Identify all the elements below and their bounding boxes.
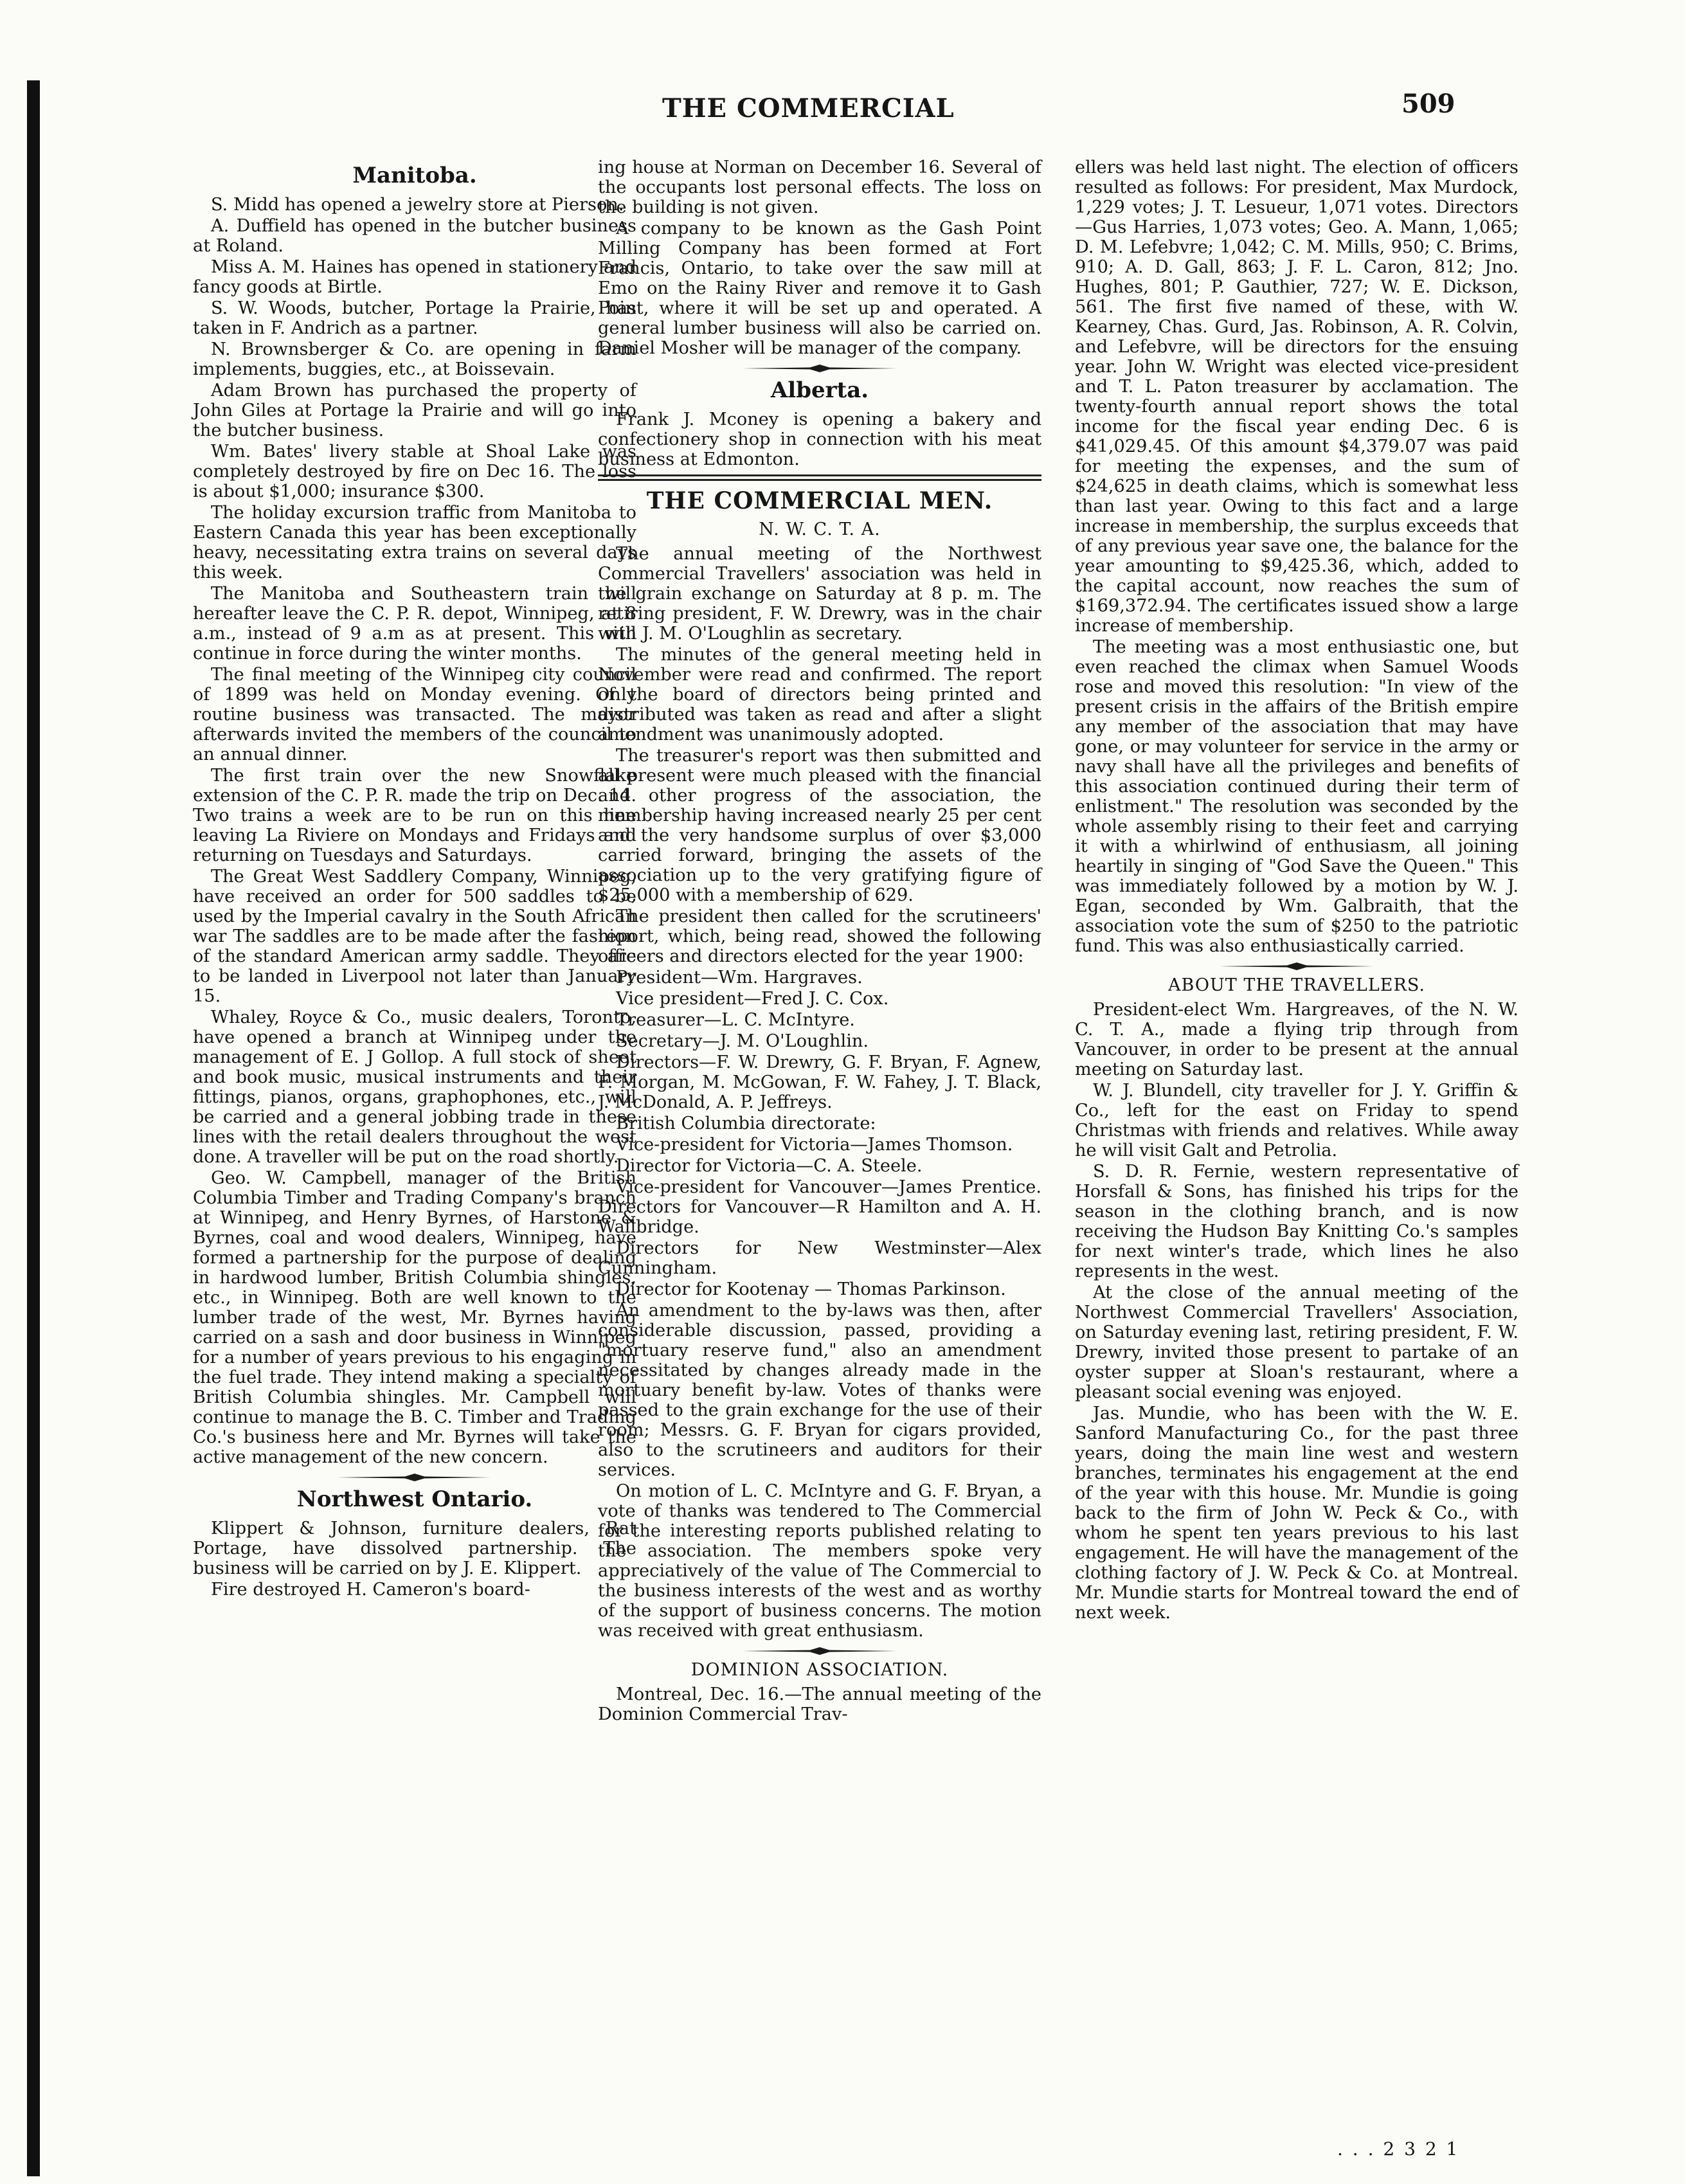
news-item: Jas. Mundie, who has been with the W. E. Sanford Manufacturing Co., for the past three years, doing the main line west and western branches, terminates his engagement at the end of the year with this house. Mr. Mundie is going back to the firm of John W. Peck & Co., with whom he spent ten years previous to his last engagement. He will have the management of the clothing factory of J. W. Peck & Co. at Montreal. Mr. Mundie starts for Montreal toward the end of next week. bbox=[1075, 1403, 1518, 1623]
news-item: Whaley, Royce & Co., music dealers, Toronto, have opened a branch at Winnipeg under the management of E. J Gollop. A full stock of sheet and book music, musical instruments and their fittings, pianos, organs, graphophones, etc., will be carried and a general jobbing trade in these lines with the retail dealers throughout the west done. A traveller will be put on the road shortly. bbox=[193, 1007, 636, 1167]
news-item: Adam Brown has purchased the property of John Giles at Portage la Prairie and will go into the butcher business. bbox=[193, 381, 636, 440]
news-item: N. Brownsberger & Co. are opening in farm implements, buggies, etc., at Boissevain. bbox=[193, 339, 636, 379]
section-heading-commercial-men: THE COMMERCIAL MEN. bbox=[646, 487, 993, 514]
news-item: Wm. Bates' livery stable at Shoal Lake was completely destroyed by fire on Dec 16. The loss is about $1,000; insurance $300. bbox=[193, 442, 636, 501]
section-heading-about-the-travellers: ABOUT THE TRAVELLERS. bbox=[1168, 975, 1425, 995]
article-paragraph: An amendment to the by-laws was then, after considerable discussion, passed, providing a "mortuary reserve fund," also an amendment necessitated by changes already made in the mortuary benefit by-law. Votes of thanks were passed to the grain exchange for the use of their room; Messrs. G. F. Bryan for cigars provided, also to the scrutineers and auditors for their services. bbox=[598, 1301, 1041, 1480]
manitoba-items bbox=[193, 195, 636, 1467]
officer-list bbox=[598, 968, 1041, 1051]
article-paragraph: Vice-president for Vancouver—James Prentice. Directors for Vancouver—R Hamilton and A. H. Wallbridge. bbox=[598, 1177, 1041, 1237]
news-item: The Great West Saddlery Company, Winnipeg, have received an order for 500 saddles to be used by the Imperial cavalry in the South African war The saddles are to be made after the fashion of the standard American army saddle. They are to be landed in Liverpool not later than January 15. bbox=[193, 867, 636, 1006]
section-heading-dominion-association: DOMINION ASSOCIATION. bbox=[690, 1660, 949, 1680]
news-item: A company to be known as the Gash Point Milling Company has been formed at Fort Francis, Ontario, to take over the saw mill at Emo on the Rainy River and remove it to Gash Point, where it will be set up and operated. A general lumber business will also be carried on. Daniel Mosher will be manager of the company. bbox=[598, 219, 1041, 358]
officer-entry: Secretary—J. M. O'Loughlin. bbox=[616, 1031, 869, 1051]
news-item: The Manitoba and Southeastern train will hereafter leave the C. P. R. depot, Winnipeg, at 8 a.m., instead of 9 a.m as at present. This will continue in force during the winter months. bbox=[193, 584, 636, 663]
article-paragraph: The annual meeting of the Northwest Commercial Travellers' association was held in the grain exchange on Saturday at 8 p. m. The retiring president, F. W. Drewry, was in the chair with J. M. O'Loughlin as secretary. bbox=[598, 544, 1041, 644]
news-item: The holiday excursion traffic from Manitoba to Eastern Canada this year has been exceptionally heavy, necessitating extra trains on several days this week. bbox=[193, 503, 636, 582]
running-head: THE COMMERCIAL bbox=[662, 93, 955, 123]
article-paragraph: The president then called for the scrutineers' report, which, being read, showed the following officers and directors elected for the year 1900: bbox=[598, 907, 1041, 966]
article-paragraph: Directors for New Westminster—Alex Cunningham. bbox=[598, 1238, 1041, 1278]
news-item: The first train over the new Snowflake extension of the C. P. R. made the trip on Dec. 14. Two trains a week are to be run on this line leaving La Riviere on Mondays and Fridays and returning on Tuesdays and Saturdays. bbox=[193, 766, 636, 865]
article-paragraph: Montreal, Dec. 16.—The annual meeting of the Dominion Commercial Trav- bbox=[598, 1684, 1041, 1724]
news-item: W. J. Blundell, city traveller for J. Y. Griffin & Co., left for the east on Friday to spend Christmas with friends and relatives. While away he will visit Galt and Petrolia. bbox=[1075, 1081, 1518, 1160]
section-divider-rule bbox=[338, 1474, 492, 1481]
section-divider-rule bbox=[1220, 962, 1374, 970]
page-foot-mark: . . . 2 3 2 1 bbox=[1337, 2138, 1460, 2160]
news-item: President-elect Wm. Hargreaves, of the N. W. C. T. A., made a flying trip through from Vancouver, in order to be present at the annual meeting on Saturday last. bbox=[1075, 1000, 1518, 1079]
news-item-continued: ing house at Norman on December 16. Several of the occupants lost personal effects. The loss on the building is not given. bbox=[598, 158, 1041, 217]
news-item: At the close of the annual meeting of the Northwest Commercial Travellers' Association, on Saturday evening last, retiring president, F. W. Drewry, invited those present to partake of an oyster supper at Sloan's restaurant, where a pleasant social evening was enjoyed. bbox=[1075, 1283, 1518, 1402]
article-paragraph: Vice-president for Victoria—James Thomson. bbox=[616, 1135, 1013, 1155]
officer-entry: President—Wm. Hargraves. bbox=[616, 968, 863, 988]
news-item: The final meeting of the Winnipeg city council of 1899 was held on Monday evening. Only routine business was transacted. The mayor afterwards invited the members of the council to an annual dinner. bbox=[193, 665, 636, 764]
section-heading-northwest-ontario: Northwest Ontario. bbox=[296, 1486, 533, 1512]
article-paragraph: The meeting was a most enthusiastic one, but even reached the climax when Samuel Woods rose and moved this resolution: "In view of the present crisis in the affairs of the British empire any member of the association that may have gone, or may volunteer for service in the army or navy shall have all the privileges and benefits of this association continued during their term of enlistment." The resolution was seconded by the whole assembly rising to their feet and carrying it with a whirlwind of enthusiasm, all joining heartily in singing of "God Save the Queen." This was immediately followed by a motion by W. J. Egan, seconded by Wm. Galbraith, that the association vote the sum of $250 to the patriotic fund. This was also enthusiastically carried. bbox=[1075, 637, 1518, 956]
column-1 bbox=[193, 158, 636, 1601]
article-paragraph: Director for Victoria—C. A. Steele. bbox=[616, 1156, 923, 1176]
news-item: Klippert & Johnson, furniture dealers, Rat Portage, have dissolved partnership. The business will be carried on by J. E. Klippert. bbox=[193, 1519, 636, 1578]
section-divider-rule bbox=[743, 365, 897, 372]
page-number: 509 bbox=[1401, 89, 1455, 119]
article-paragraph: Directors—F. W. Drewry, G. F. Bryan, F. Agnew, F. Morgan, M. McGowan, F. W. Fahey, J. T. Black, J. McDonald, A. P. Jeffreys. bbox=[598, 1052, 1041, 1112]
column-3 bbox=[1075, 158, 1518, 1624]
section-divider-rule bbox=[743, 1647, 897, 1655]
column-2 bbox=[598, 158, 1041, 1726]
officer-entry: Treasurer—L. C. McIntyre. bbox=[616, 1010, 855, 1030]
news-item: S. D. R. Fernie, western representative of Horsfall & Sons, has finished his trips for the season in the clothing branch, and is now receiving the Hudson Bay Knitting Co.'s samples for next winter's trade, which lines he also represents in the west. bbox=[1075, 1162, 1518, 1281]
article-paragraph-continued: ellers was held last night. The election of officers resulted as follows: For president, Max Murdock, 1,229 votes; J. T. Lesueur, 1,071 votes. Directors—Gus Harries, 1,073 votes; Geo. A. Mann, 1,065; D. M. Lefebvre; 1,042; C. M. Mills, 950; C. Brims, 910; A. D. Gall, 863; J. F. L. Caron, 812; Jno. Hughes, 801; P. Gauthier, 727; W. E. Dickson, 561. The first five named of these, with W. Kearney, Chas. Gurd, Jas. Robinson, A. R. Colvin, and Lefebvre, will be directors for the ensuing year. John W. Wright was elected vice-president and T. L. Paton treasurer by acclamation. The twenty-fourth annual report shows the total income for the fiscal year ending Dec. 6 is $41,029.45. Of this amount $4,379.07 was paid for meeting the expenses, and the sum of $24,625 in death claims, which is somewhat less than last year. Owing to this fact and a large increase in membership, the surplus exceeds that of any previous year save one, the balance for the year amounting to $9,425.36, which, added to the capital account, now reaches the sum of $169,372.94. The certificates issued show a large increase of membership. bbox=[1075, 158, 1518, 636]
officer-entry: Vice president—Fred J. C. Cox. bbox=[616, 989, 889, 1009]
news-item: S. W. Woods, butcher, Portage la Prairie, has taken in F. Andrich as a partner. bbox=[193, 298, 636, 338]
article-paragraph: The minutes of the general meeting held in November were read and confirmed. The report of the board of directors being printed and distributed was taken as read and after a slight amendment was unanimously adopted. bbox=[598, 645, 1041, 745]
article-paragraph: British Columbia directorate: bbox=[616, 1114, 876, 1133]
news-item: A. Duffield has opened in the butcher business at Roland. bbox=[193, 216, 636, 256]
double-rule bbox=[598, 474, 1041, 481]
article-paragraph: On motion of L. C. McIntyre and G. F. Bryan, a vote of thanks was tendered to The Commercial for the interesting reports published relating to the association. The members spoke very appreciatively of the value of The Commercial to the business interests of the west and as worthy of the support of business concerns. The motion was received with great enthusiasm. bbox=[598, 1481, 1041, 1641]
section-heading-manitoba: Manitoba. bbox=[352, 163, 477, 188]
news-item: Fire destroyed H. Cameron's board- bbox=[211, 1580, 530, 1600]
article-paragraph: Director for Kootenay — Thomas Parkinson. bbox=[616, 1279, 1006, 1299]
news-item: Frank J. Mconey is opening a bakery and confectionery shop in connection with his meat business at Edmonton. bbox=[598, 410, 1041, 469]
section-heading-alberta: Alberta. bbox=[770, 377, 869, 403]
news-item: S. Midd has opened a jewelry store at Pierson. bbox=[211, 195, 624, 215]
news-item: Geo. W. Campbell, manager of the British Columbia Timber and Trading Company's branch at Winnipeg, and Henry Byrnes, of Harstone & Byrnes, coal and wood dealers, Winnipeg, have formed a partnership for the purpose of dealing in hardwood lumber, British Columbia shingles, etc., in Winnipeg. Both are well known to the lumber trade of the west, Mr. Byrnes having carried on a sash and door business in Winnipeg for a number of years previous to his engaging in the fuel trade. They intend making a specialty of British Columbia shingles. Mr. Campbell will continue to manage the B. C. Timber and Trading Co.'s business here and Mr. Byrnes will take the active management of the new concern. bbox=[193, 1168, 636, 1467]
binding-edge bbox=[27, 80, 40, 2176]
article-paragraph: The treasurer's report was then submitted and all present were much pleased with the financial and other progress of the association, the membership having increased nearly 25 per cent and the very handsome surplus of over $3,000 carried forward, bringing the assets of the association up to the very gratifying figure of $25,000 with a membership of 629. bbox=[598, 746, 1041, 905]
news-item: Miss A. M. Haines has opened in stationery and fancy goods at Birtle. bbox=[193, 257, 636, 297]
subheading-nwcta: N. W. C. T. A. bbox=[759, 519, 881, 539]
